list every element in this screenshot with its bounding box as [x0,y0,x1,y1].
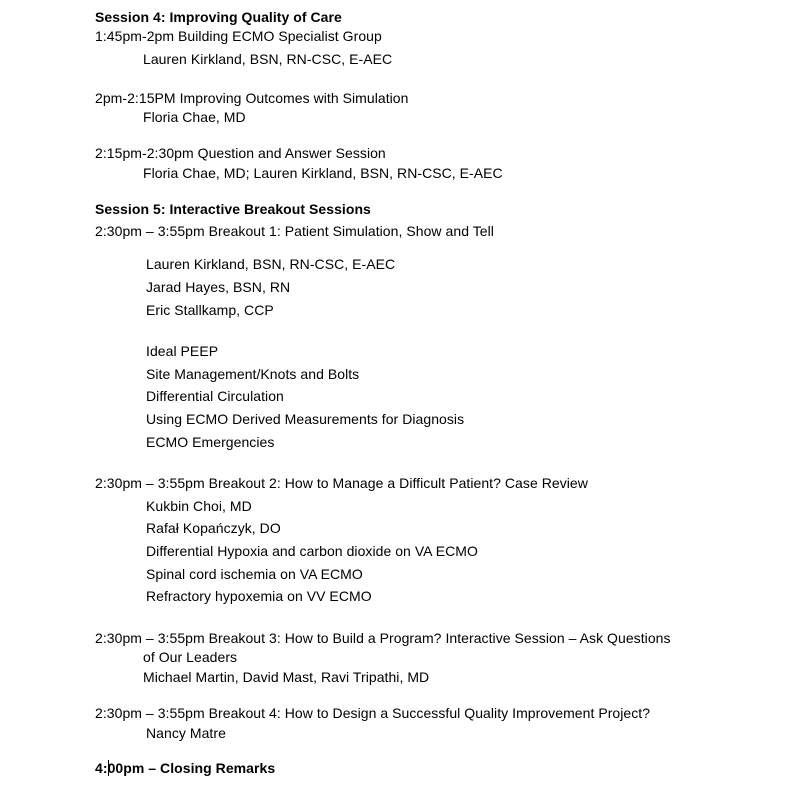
breakout-1-topic: Using ECMO Derived Measurements for Diagnosis [146,411,465,427]
breakout-2-speaker: Kukbin Choi, MD [146,498,252,514]
breakout-1-topic: Ideal PEEP [146,343,219,359]
session-4-item-1-speakers: Lauren Kirkland, BSN, RN-CSC, E-AEC [143,51,393,67]
session-4-item-2-speakers: Floria Chae, MD [143,109,246,125]
breakout-1-topic: Site Management/Knots and Bolts [146,366,360,382]
breakout-3-title-continued: of Our Leaders [143,649,238,665]
breakout-2-topic: Refractory hypoxemia on VV ECMO [146,588,372,604]
closing-remarks-time-prefix: 4: [95,760,108,776]
breakout-2-title: 2:30pm – 3:55pm Breakout 2: How to Manage a Difficult Patient? Case Review [95,475,588,491]
breakout-3-speakers: Michael Martin, David Mast, Ravi Tripathi, MD [143,669,430,685]
session-4-item-3-title: 2:15pm-2:30pm Question and Answer Session [95,145,386,161]
session-4-heading: Session 4: Improving Quality of Care [95,9,342,25]
closing-remarks[interactable] [95,759,275,777]
session-4-item-2-title: 2pm-2:15PM Improving Outcomes with Simulation [95,90,409,106]
breakout-2-topic: Differential Hypoxia and carbon dioxide on VA ECMO [146,543,478,559]
closing-remarks-text: 00pm – Closing Remarks [107,760,276,776]
breakout-4-title: 2:30pm – 3:55pm Breakout 4: How to Design a Successful Quality Improvement Project? [95,705,651,721]
breakout-2-topic: Spinal cord ischemia on VA ECMO [146,566,363,582]
session-5-heading: Session 5: Interactive Breakout Sessions [95,201,371,217]
breakout-2-speaker: Rafał Kopańczyk, DO [146,520,281,536]
breakout-4-speakers: Nancy Matre [146,725,226,741]
breakout-3-title: 2:30pm – 3:55pm Breakout 3: How to Build a Program? Interactive Session – Ask Questions [95,630,671,646]
breakout-1-speaker: Jarad Hayes, BSN, RN [146,279,291,295]
breakout-1-speaker: Eric Stallkamp, CCP [146,302,274,318]
breakout-1-title: 2:30pm – 3:55pm Breakout 1: Patient Simulation, Show and Tell [95,223,494,239]
breakout-1-topic: ECMO Emergencies [146,434,275,450]
session-4-item-3-speakers: Floria Chae, MD; Lauren Kirkland, BSN, RN-CSC, E-AEC [143,165,503,181]
breakout-1-topic: Differential Circulation [146,388,284,404]
breakout-1-speaker: Lauren Kirkland, BSN, RN-CSC, E-AEC [146,256,396,272]
session-4-item-1-title: 1:45pm-2pm Building ECMO Specialist Group [95,28,382,44]
